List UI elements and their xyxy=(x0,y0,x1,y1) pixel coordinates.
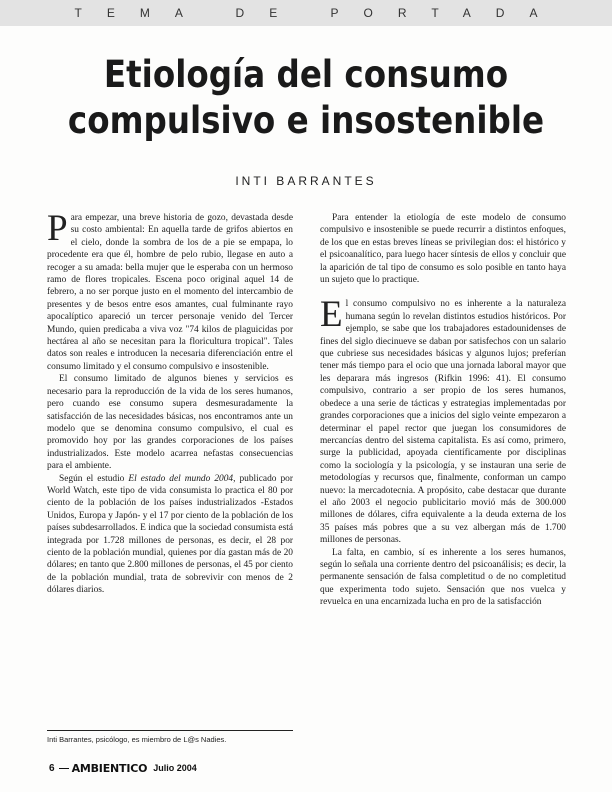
issue-date: Julio 2004 xyxy=(153,763,197,773)
article-title-line-2: compulsivo e insostenible xyxy=(67,99,545,142)
magazine-logo: AMBIENTICO xyxy=(71,761,148,775)
right-column xyxy=(320,212,566,609)
cited-study-title: El estado del mundo 2004 xyxy=(128,473,234,484)
drop-cap-e: E xyxy=(320,294,343,336)
footnote-divider xyxy=(47,730,293,731)
left-paragraph-3-lead: Según el estudio xyxy=(59,473,129,484)
article-title-line-1: Etiología del consumo xyxy=(103,53,509,96)
right-paragraph-3: La falta, en cambio, sí es inherente a los seres humanos, según lo señala una corriente dentro del psicoanálisis; es decir, la permanente sensación de falsa completitud o de no completitud que experimenta todo sujeto. Sensación que nos vuelca y revuelca en una encarnizada lucha en pro de la satisfacción xyxy=(320,547,566,608)
left-paragraph-1 xyxy=(47,208,293,373)
right-paragraph-2-text: l consumo compulsivo no es inherente a la naturaleza humana según lo revelan distintos estudios históricos. Por ejemplo, se sabe que los trabajadores estadounidenses de fines del siglo diecinueve se daban por satisfechos con un salario que cubriese sus necesidades básicas y algunos lujos; preferían tener más tiempo para el ocio que una jornada laboral mayor que les deparara más ingresos (Rifkin 1996: 41). El consumo compulsivo, contrario a ser propio de los seres humanos, obedece a una serie de tácticas y estrategias implementadas por grandes corporaciones que a inicios del siglo veinte empezaron a determinar el papel rector que juegan los consumidores de mercancías dentro del sistema capitalista. Es así como, primero, surge la publicidad, apoyada científicamente por disciplinas como la sociología y la psicología, y se instauran una serie de metodologías y recursos que, finalmente, conforman un campo nuevo: la mercadotecnia. A propósito, cabe destacar que durante el año 2003 el negocio publicitario movió más de 300.000 millones de dólares, cifra equivalente a la deuda externa de los 35 países más pobres que a su vez albergan más de 1.700 millones de personas. xyxy=(320,299,566,546)
right-paragraph-2 xyxy=(320,294,566,546)
footer-dash xyxy=(59,768,69,769)
author-footnote: Inti Barrantes, psicólogo, es miembro de L@s Nadies. xyxy=(47,735,227,744)
right-paragraph-1: Para entender la etiología de este modelo de consumo compulsivo e insostenible se puede recurrir a distintos enfoques, de los que en estas breves líneas se privilegian dos: el histórico y el psicoanalítico, para luego hacer síntesis de ellos y concluir que la aparición de tal tipo de consumo es solo posible en tanto haya un sujeto que lo practique. xyxy=(320,213,566,286)
page-footer xyxy=(49,761,197,775)
left-paragraph-3 xyxy=(47,473,293,597)
left-paragraph-2: El consumo limitado de algunos bienes y servicios es necesario para la reproducción de la vida de los seres humanos, pero cuando ese consumo supera desmesuradamente la satisfacción de las necesidades básicas, nos encontramos ante un modelo que se denomina consumo compulsivo, el cual es promovido hoy por las grandes corporaciones de los países industrializados. Este modelo acarrea nefastas consecuencias para el ambiente. xyxy=(47,374,293,472)
left-paragraph-3-rest: , publicado por World Watch, este tipo de vida consumista lo practica el 80 por ciento de la población de los países industrializados -Estados Unidos, Europa y Japón- y el 17 por ciento de la población de los países subdesarrollados. E indica que la sociedad consumista está integrada por 1.728 millones de personas, es decir, el 28 por ciento de la población mundial, quienes por día gastan más de 20 dólares; en tanto que 2.800 millones de personas, el 45 por ciento de la población mundial, trata de sobrevivir con menos de 2 dólares diarios. xyxy=(47,473,293,596)
left-column xyxy=(47,208,293,597)
left-paragraph-1-text: ara empezar, una breve historia de gozo, devastada desde su costo ambiental: En aquella tarde de grifos abiertos en el cielo, donde la sombra de los de a pie se empapa, lo procedente era que él, hombre de pelo rubio, llegase en auto a recoger a su amada: bella mujer que le esperaba con un hermoso ramo de flores tropicales. Escena poco original aquel 14 de febrero, a no ser porque justo en el momento del intercambio de presentes y de besos entre esos amantes, cual fulminante rayo apocalíptico apareció un tercer personaje venido del Tercer Mundo, quien predicaba a viva voz "74 kilos de plaguicidas por hectárea al año se necesitan para la floricultura tropical". Tales datos son reales e introducen la necesaria diferenciación entre el consumo limitado y el consumo compulsivo e insostenible. xyxy=(47,213,293,372)
drop-cap-p: P xyxy=(47,208,68,249)
section-label: TEMA DE PORTADA xyxy=(74,6,563,20)
page-number: 6 xyxy=(49,762,55,774)
author-byline: INTI BARRANTES xyxy=(235,174,377,188)
